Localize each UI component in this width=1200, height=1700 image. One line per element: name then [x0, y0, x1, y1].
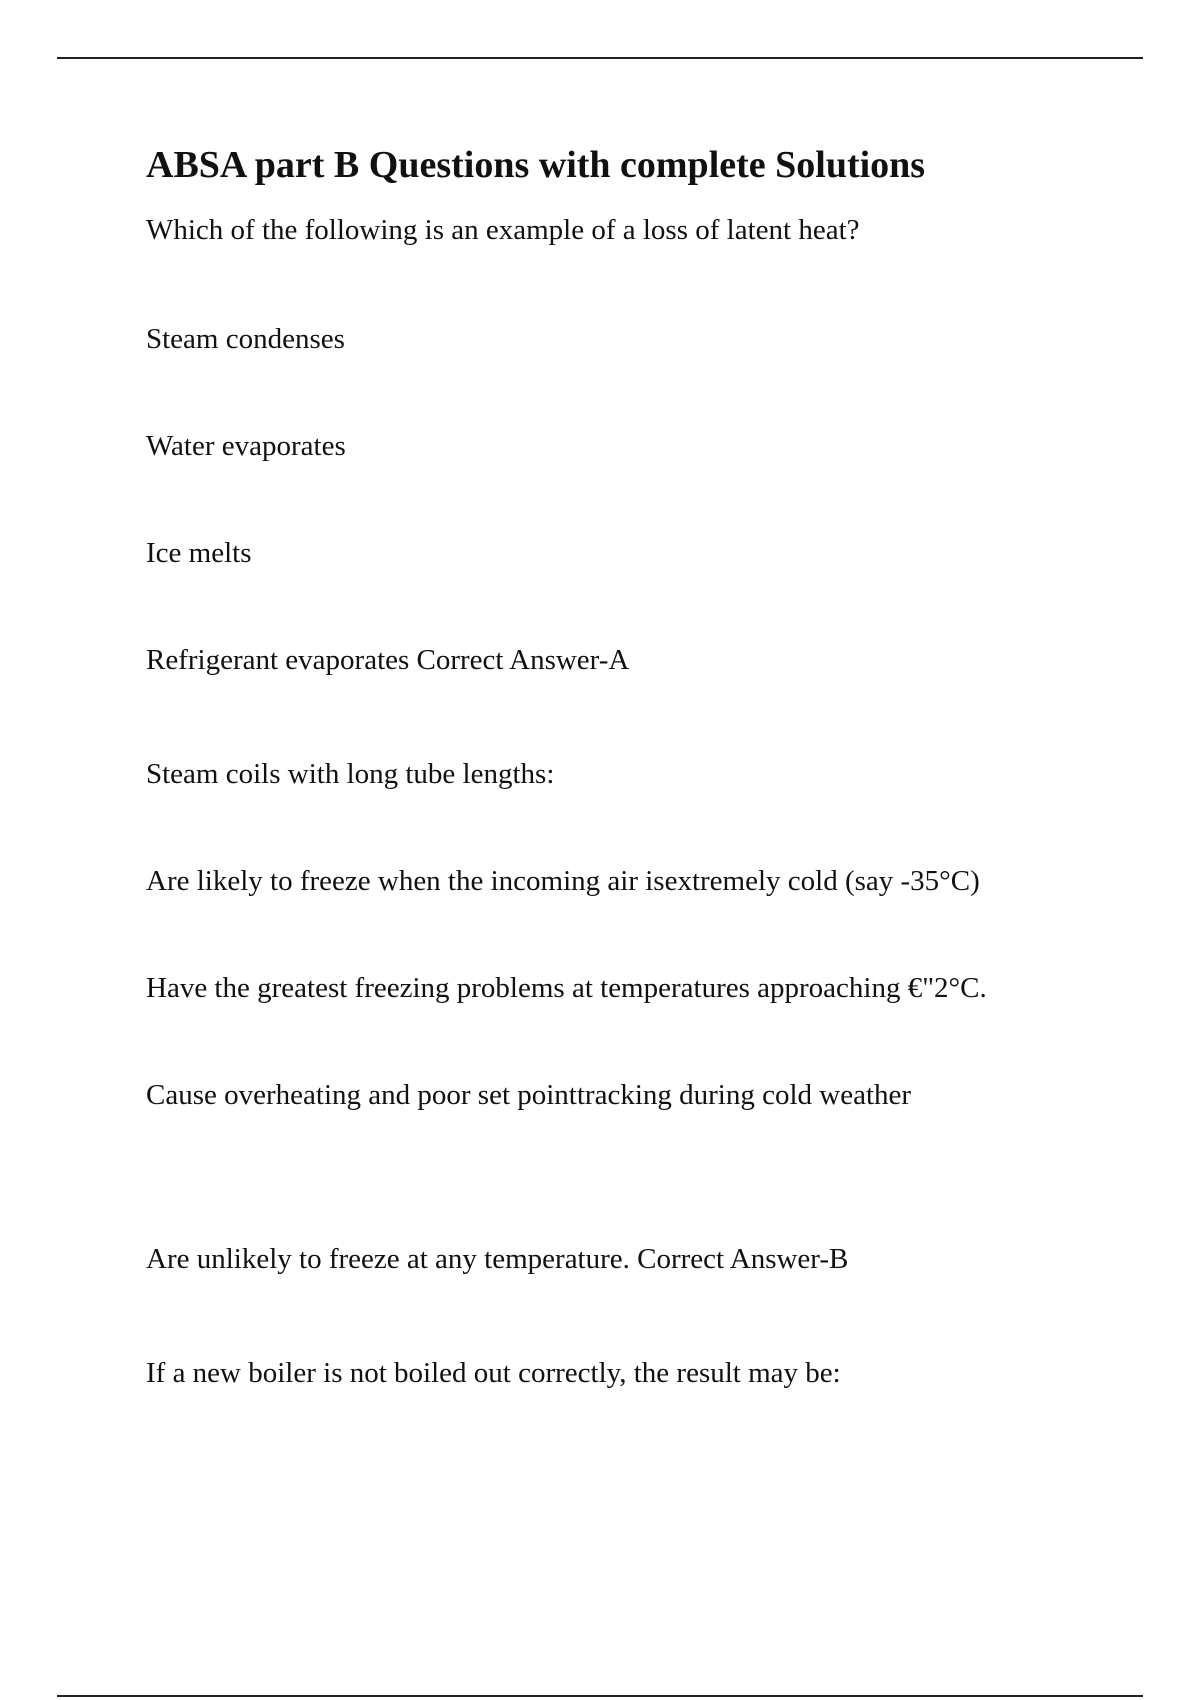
question-1-option-1: Steam condenses: [146, 323, 345, 355]
question-1-option-3: Ice melts: [146, 537, 252, 569]
question-1-option-2: Water evaporates: [146, 430, 346, 462]
question-2-option-3: Cause overheating and poor set pointtracking during cold weather: [146, 1079, 912, 1111]
question-1-option-4-answer: Refrigerant evaporates Correct Answer-A: [146, 644, 630, 676]
question-1-text: Which of the following is an example of a loss of latent heat?: [146, 214, 860, 246]
question-2-text: Steam coils with long tube lengths:: [146, 758, 555, 790]
question-2-option-2: Have the greatest freezing problems at temperatures approaching €"2°C.: [146, 972, 987, 1004]
bottom-rule: [57, 1695, 1143, 1697]
question-2-option-4-answer: Are unlikely to freeze at any temperature. Correct Answer-B: [146, 1243, 849, 1275]
document-title: ABSA part B Questions with complete Solutions: [146, 144, 926, 186]
question-2-option-1: Are likely to freeze when the incoming air isextremely cold (say -35°C): [146, 865, 980, 897]
question-3-text: If a new boiler is not boiled out correctly, the result may be:: [146, 1357, 841, 1389]
top-rule: [57, 57, 1143, 59]
